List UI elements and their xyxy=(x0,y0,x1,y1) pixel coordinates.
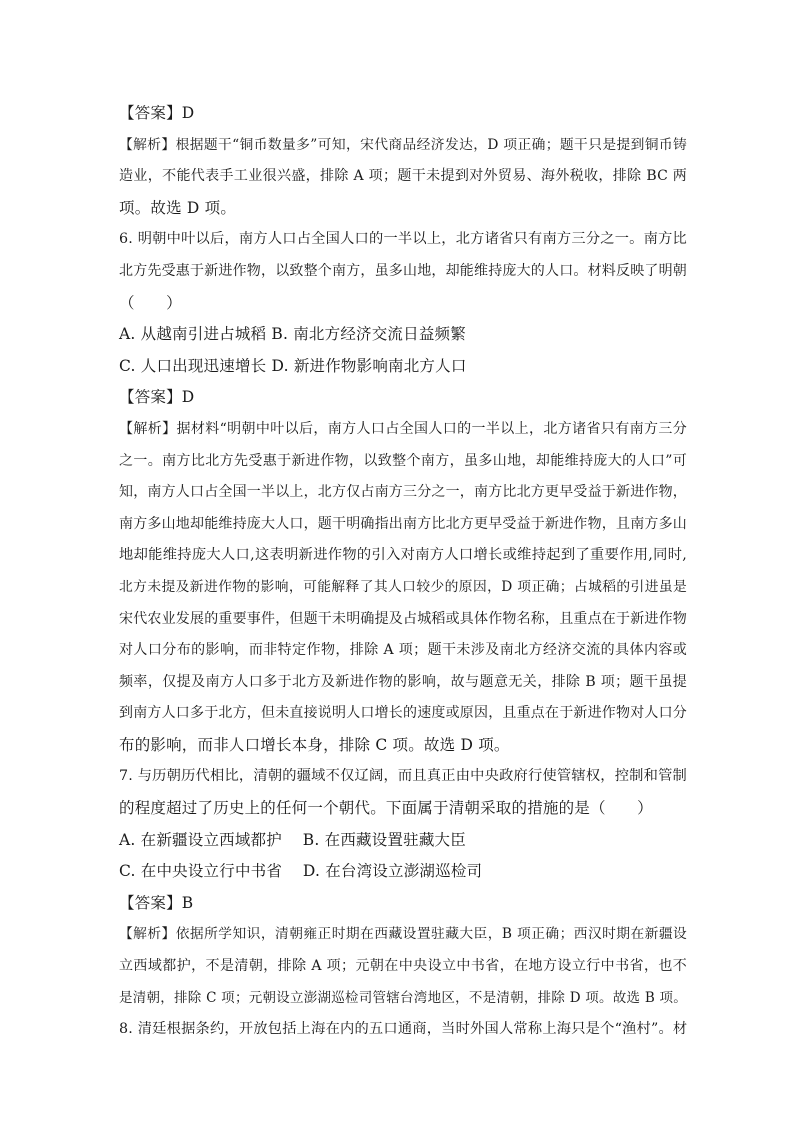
answer-line: 【答案】D xyxy=(119,104,195,122)
question-stem-line: 8. 清廷根据条约，开放包括上海在内的五口通商，当时外国人常称上海只是个“渔村”。材 xyxy=(119,1021,688,1038)
answer-line: 【答案】B xyxy=(119,893,194,912)
explanation-line: 地却能维持庞大人口,这表明新进作物的引入对南方人口增长或维持起到了重要作用,同时, xyxy=(119,547,687,564)
document-body xyxy=(119,98,687,1046)
explanation-line: 【解析】根据题干“铜币数量多”可知，宋代商品经济发达，D 项正确；题干只是提到铜币铸 xyxy=(119,136,687,153)
option-line: C. 人口出现迅速增长 D. 新进作物影响南北方人口 xyxy=(119,356,467,375)
explanation-line: 【解析】据材料“明朝中叶以后，南方人口占全国人口的一半以上，北方诸省只有南方三分 xyxy=(119,420,687,437)
question-stem-line: 6. 明朝中叶以后，南方人口占全国人口的一半以上，北方诸省只有南方三分之一。南方比 xyxy=(119,231,687,248)
explanation-line: 宋代农业发展的重要事件，但题干未明确提及占城稻或具体作物名称，且重点在于新进作物 xyxy=(119,610,687,627)
answer-line: 【答案】D xyxy=(119,388,195,407)
option-line: C. 在中央设立行中书省 D. 在台湾设立澎湖巡检司 xyxy=(119,862,483,881)
question-stem-line: 7. 与历朝历代相比，清朝的疆域不仅辽阔，而且真正由中央政府行使管辖权，控制和管制 xyxy=(119,768,687,785)
explanation-line: 到南方人口多于北方，但未直接说明人口增长的速度或原因，且重点在于新进作物对人口分 xyxy=(119,705,687,722)
explanation-line: 频率，仅提及南方人口多于北方及新进作物的影响，故与题意无关，排除 B 项；题干虽提 xyxy=(119,673,687,690)
explanation-line: 项。故选 D 项。 xyxy=(119,198,237,217)
option-line: A. 从越南引进占城稻 B. 南北方经济交流日益频繁 xyxy=(119,325,466,344)
explanation-line: 对人口分布的影响，而非特定作物，排除 A 项；题干未涉及南北方经济交流的具体内容或 xyxy=(119,642,687,659)
explanation-line: 造业，不能代表手工业很兴盛，排除 A 项；题干未提到对外贸易、海外税收，排除 BC 两 xyxy=(119,168,687,185)
explanation-line: 是清朝，排除 C 项；元朝设立澎湖巡检司管辖台湾地区，不是清朝，排除 D 项。故选 B 项。 xyxy=(119,989,687,1006)
explanation-line: 北方未提及新进作物的影响，可能解释了其人口较少的原因，D 项正确；占城稻的引进虽是 xyxy=(119,578,687,595)
question-stem-line: 的程度超过了历史上的任何一个朝代。下面属于清朝采取的措施的是（ ） xyxy=(119,799,653,818)
explanation-line: 之一。南方比北方先受惠于新进作物，以致整个南方，虽多山地，却能维持庞大的人口”可 xyxy=(119,452,687,469)
explanation-line: 布的影响，而非人口增长本身，排除 C 项。故选 D 项。 xyxy=(119,735,510,754)
explanation-line: 知，南方人口占全国一半以上，北方仅占南方三分之一，南方比北方更早受益于新进作物， xyxy=(119,484,687,501)
explanation-line: 【解析】依据所学知识，清朝雍正时期在西藏设置驻藏大臣，B 项正确；西汉时期在新疆设 xyxy=(119,926,687,943)
option-line: A. 在新疆设立西域都护 B. 在西藏设置驻藏大臣 xyxy=(119,830,466,849)
question-stem-line: 北方先受惠于新进作物，以致整个南方，虽多山地，却能维持庞大的人口。材料反映了明朝 xyxy=(119,262,687,279)
explanation-line: 立西域都护，不是清朝，排除 A 项；元朝在中央设立中书省，在地方设立行中书省，也不 xyxy=(119,958,687,975)
explanation-line: 南方多山地却能维持庞大人口，题干明确指出南方比北方更早受益于新进作物，且南方多山 xyxy=(119,515,687,532)
question-blank: （ ） xyxy=(119,293,182,312)
